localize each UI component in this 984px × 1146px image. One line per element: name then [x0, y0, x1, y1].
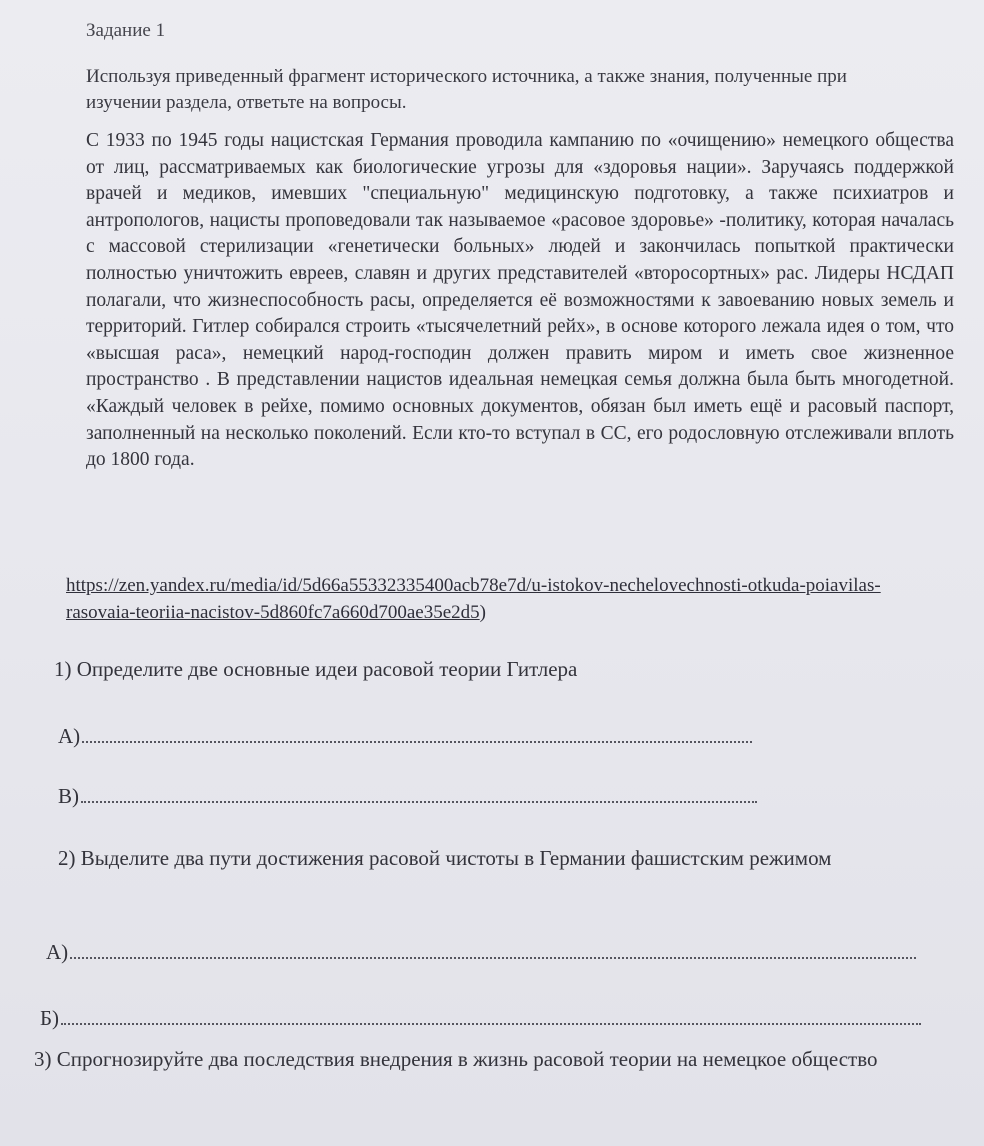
historical-source-text: С 1933 по 1945 годы нацистская Германия проводила кампанию по «очищению» немецкого общества от лиц, рассматриваемых как биологические угрозы для «здоровья нации». Заручаясь поддержкой врачей и медиков, имевших "специальную" медицинскую подготовку, а также психиатров и антропологов, нацисты проповедовали так называемое «расовое здоровье» -политику, которая началась с массовой стерилизации «генетически больных» людей и закончилась попыткой практически полностью уничтожить евреев, славян и других представителей «второсортных» рас. Лидеры НСДАП полагали, что жизнеспособность расы, определяется её возможностями к завоеванию новых земель и территорий. Гитлер собирался строить «тысячелетний рейх», в основе которого лежала идея о том, что «высшая раса», немецкий народ-господин должен править миром и иметь свое жизненное пространство . В представлении нацистов идеальная немецкая семья должна была быть многодетной. «Каждый человек в рейхе, помимо основных документов, обязан был иметь ещё и расовый паспорт, заполненный на несколько поколений. Если кто-то вступал в СС, его родословную отслеживали вплоть до 1800 года.: [86, 130, 954, 471]
question-1: 1) Определите две основные идеи расовой теории Гитлера: [54, 657, 578, 681]
dotted-answer-field[interactable]: [70, 943, 916, 959]
answer-label: А): [46, 940, 69, 964]
answer-line-1b[interactable]: [58, 784, 757, 809]
task-instruction: Используя приведенный фрагмент исторического источника, а также знания, полученные при изучении раздела, ответьте на вопросы.: [86, 66, 847, 113]
question-2: 2) Выделите два пути достижения расовой чистоты в Германии фашистским режимом: [58, 846, 832, 870]
source-link[interactable]: https://zen.yandex.ru/media/id/5d66a55332335400acb78e7d/u-istokov-nechelovechnosti-otkuda-poiavilas-rasovaia-teoriia-nacistov-5d860fc7a660d700ae35e2d5: [66, 575, 881, 623]
answer-label: Б): [40, 1006, 60, 1030]
answer-line-2b[interactable]: [40, 1006, 921, 1031]
dotted-answer-field[interactable]: [81, 787, 757, 803]
task-title: Задание 1: [86, 20, 166, 41]
answer-line-2a[interactable]: [46, 940, 916, 965]
answer-label: А): [58, 724, 81, 748]
dotted-answer-field[interactable]: [82, 727, 752, 743]
dotted-answer-field[interactable]: [61, 1009, 921, 1025]
question-3: 3) Спрогнозируйте два последствия внедрения в жизнь расовой теории на немецкое общество: [34, 1047, 878, 1071]
source-link-close: ): [479, 602, 486, 623]
source-citation: [66, 572, 926, 626]
answer-line-1a[interactable]: [58, 724, 752, 749]
answer-label: В): [58, 784, 79, 808]
